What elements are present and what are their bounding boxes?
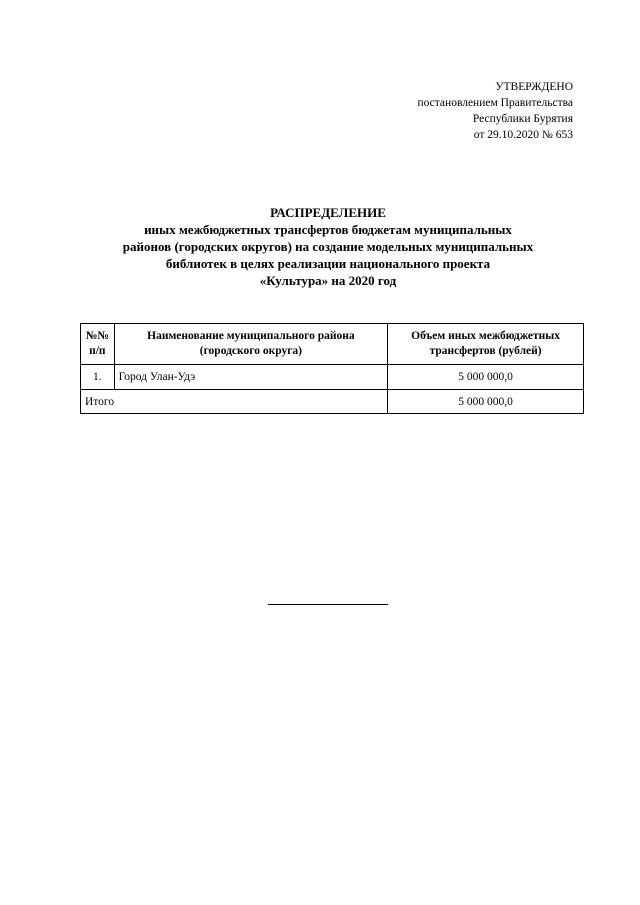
header-number (81, 324, 115, 365)
table-header-row (81, 324, 584, 365)
title-line-4: библиотек в целях реализации национального проекта (165, 256, 491, 271)
table-row (81, 365, 584, 390)
row-name: Город Улан-Удэ (114, 365, 388, 390)
row-amount: 5 000 000,0 (388, 365, 584, 390)
header-number-line-1: №№ (85, 330, 109, 342)
title-line-5: «Культура» на 2020 год (259, 273, 397, 288)
header-amount-line-2: трансфертов (рублей) (429, 345, 542, 357)
row-number: 1. (81, 365, 115, 390)
header-amount-line-1: Объем иных межбюджетных (411, 330, 561, 342)
total-label: Итого (81, 390, 388, 414)
distribution-table (80, 323, 584, 414)
header-name-line-1: Наименование муниципального района (147, 330, 355, 342)
header-name (114, 324, 388, 365)
approval-stamp (417, 79, 573, 143)
approval-line-approved: УТВЕРЖДЕНО (495, 81, 573, 93)
document-title (0, 204, 640, 289)
header-amount (388, 324, 584, 365)
header-name-line-2: (городского округа) (199, 345, 302, 357)
title-line-1: РАСПРЕДЕЛЕНИЕ (270, 205, 386, 220)
approval-line-republic: Республики Бурятия (472, 113, 573, 125)
approval-line-decree: постановлением Правительства (417, 97, 573, 109)
header-number-line-2: п/п (89, 345, 106, 357)
title-line-2: иных межбюджетных трансфертов бюджетам муниципальных (144, 222, 512, 237)
total-amount: 5 000 000,0 (388, 390, 584, 414)
table-total-row (81, 390, 584, 414)
title-line-3: районов (городских округов) на создание модельных муниципальных (122, 239, 534, 254)
closing-separator-line (268, 604, 388, 605)
approval-line-date-number: от 29.10.2020 № 653 (473, 129, 573, 141)
